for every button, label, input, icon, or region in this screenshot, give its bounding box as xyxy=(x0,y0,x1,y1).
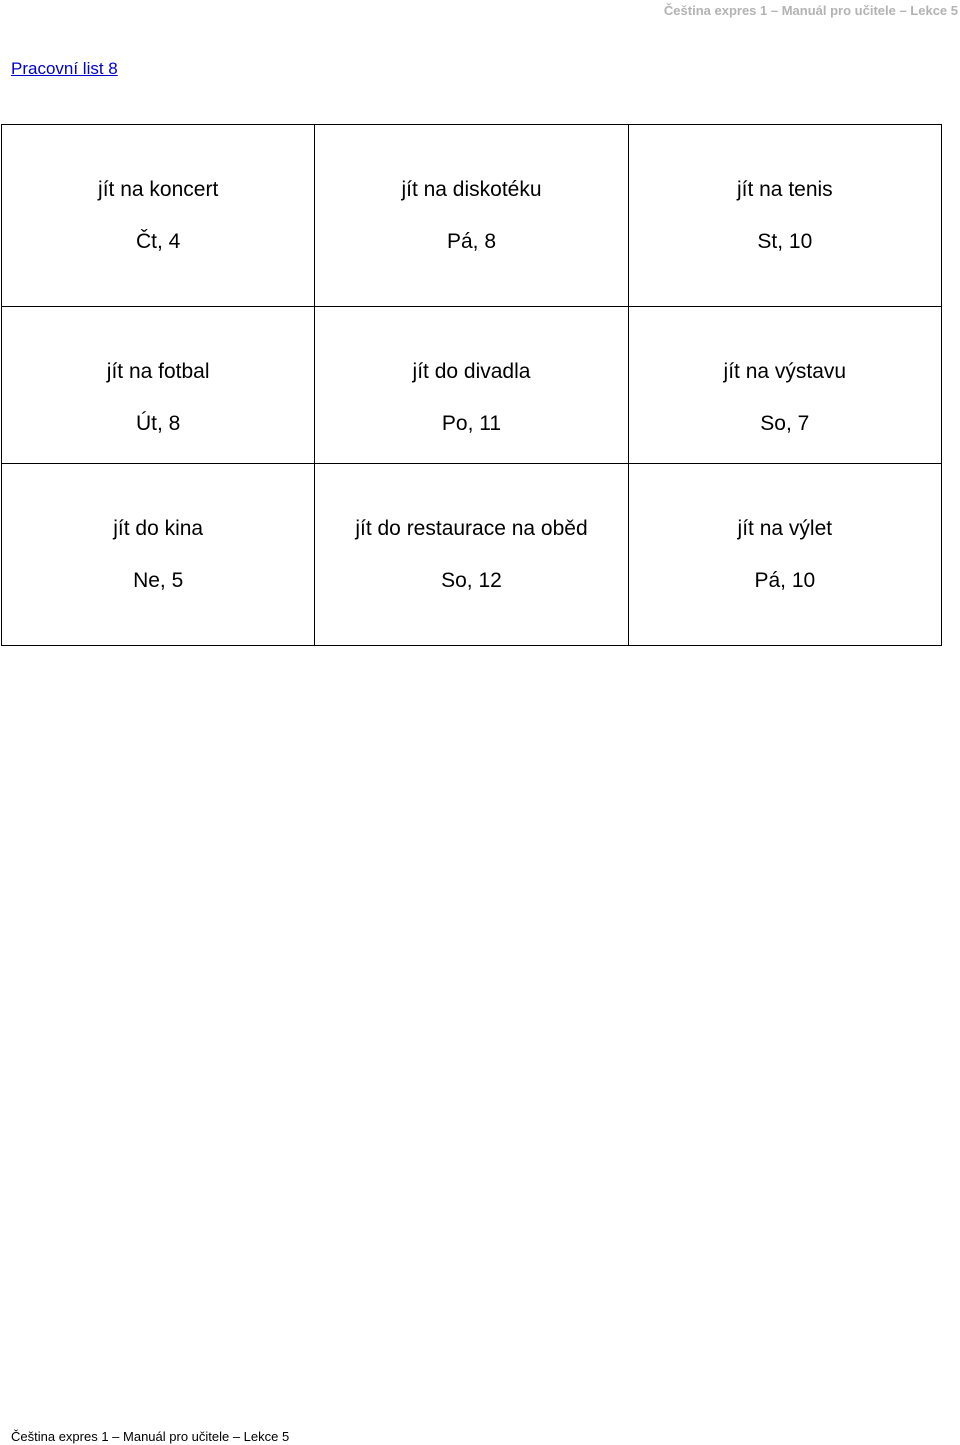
activity-card xyxy=(315,307,628,464)
activity-card xyxy=(628,464,941,646)
running-footer: Čeština expres 1 – Manuál pro učitele – Lekce 5 xyxy=(11,1429,290,1444)
cards-row xyxy=(2,125,942,307)
activity-label: jít na fotbal xyxy=(106,360,210,383)
day-time-label: St, 10 xyxy=(757,230,813,253)
activity-label: jít na výstavu xyxy=(723,360,847,383)
day-time-label: Pá, 8 xyxy=(446,230,497,253)
activity-card xyxy=(628,125,941,307)
cards-row xyxy=(2,307,942,464)
activity-cards-table xyxy=(1,124,942,646)
activity-label: jít do restaurace na oběd xyxy=(355,517,588,540)
day-time-label: Pá, 10 xyxy=(754,569,816,592)
activity-card xyxy=(2,125,315,307)
day-time-label: Ne, 5 xyxy=(133,569,184,592)
activity-card xyxy=(628,307,941,464)
activity-label: jít do divadla xyxy=(412,360,531,383)
activity-label: jít na diskotéku xyxy=(401,178,542,201)
activity-label: jít na výlet xyxy=(737,517,833,540)
day-time-label: Po, 11 xyxy=(441,412,502,435)
activity-card xyxy=(2,464,315,646)
activity-label: jít na tenis xyxy=(736,178,833,201)
running-header: Čeština expres 1 – Manuál pro učitele – Lekce 5 xyxy=(663,3,958,18)
day-time-label: So, 7 xyxy=(760,412,810,435)
activity-label: jít do kina xyxy=(113,517,204,540)
day-time-label: Út, 8 xyxy=(135,412,181,435)
day-time-label: So, 12 xyxy=(441,569,502,592)
worksheet-title-link[interactable]: Pracovní list 8 xyxy=(11,59,118,78)
activity-card xyxy=(315,125,628,307)
activity-card xyxy=(315,464,628,646)
day-time-label: Čt, 4 xyxy=(135,230,181,253)
activity-card xyxy=(2,307,315,464)
activity-label: jít na koncert xyxy=(98,178,219,201)
cards-row xyxy=(2,464,942,646)
